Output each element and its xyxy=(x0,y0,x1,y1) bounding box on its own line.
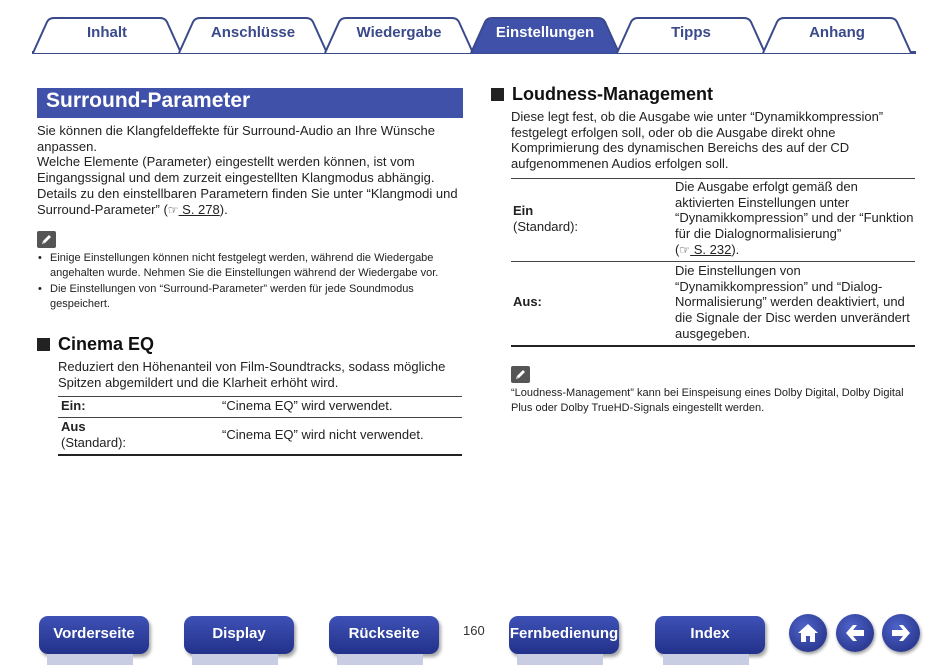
tab-anschlüsse[interactable] xyxy=(178,17,328,52)
nav-button-index[interactable] xyxy=(655,616,765,654)
table-key xyxy=(61,398,86,414)
nav-button-shadow xyxy=(337,654,423,665)
intro-line-text: ). xyxy=(219,201,228,217)
forward-arrow-icon[interactable] xyxy=(882,614,920,652)
nav-button-label: Fernbedienung xyxy=(509,625,619,642)
table-bottom-rule xyxy=(511,345,915,347)
table-key-sub: (Standard): xyxy=(513,218,579,234)
loudness-note xyxy=(511,386,921,416)
intro-paragraph xyxy=(37,123,467,218)
table-key xyxy=(513,203,578,234)
table-value-line: “Dynamikkompression” und der “Funktion xyxy=(675,210,914,226)
table-bottom-rule xyxy=(58,454,462,456)
description-line: Diese legt fest, ob die Ausgabe wie unter “Dynamikkompression” xyxy=(511,109,884,124)
note-pencil-icon xyxy=(37,231,56,248)
table-value xyxy=(675,263,920,342)
tab-tipps[interactable] xyxy=(616,17,766,52)
table-value: “Cinema EQ” wird nicht verwendet. xyxy=(222,427,424,442)
nav-button-vorderseite[interactable] xyxy=(39,616,149,654)
nav-button-shadow xyxy=(663,654,749,665)
table-value-line xyxy=(675,242,920,259)
note-line: Plus oder Dolby TrueHD-Signals eingestellt werden. xyxy=(511,402,765,414)
nav-button-fernbedienung[interactable] xyxy=(509,616,619,654)
table-value-line: für die Dialognormalisierung” xyxy=(675,226,842,242)
description-line: Komprimierung des dynamischen Bereichs des auf der CD xyxy=(511,140,850,156)
table-value-line: ausgegeben. xyxy=(675,325,751,341)
nav-button-label: Display xyxy=(212,625,266,642)
table-key-text: Aus xyxy=(61,419,86,434)
table-value-line: Die Einstellungen von xyxy=(675,263,801,278)
intro-line: Welche Elemente (Parameter) eingestellt werden können, ist vom xyxy=(37,154,415,170)
page-reference-number: S. 278 xyxy=(178,201,220,217)
description-line: festgelegt erfolgen soll, oder ob die Ausgabe direkt ohne xyxy=(511,124,836,140)
table-key xyxy=(61,419,126,450)
table-value-line: die Signale der Disc werden unverändert xyxy=(675,310,910,326)
page-reference-number: S. 232 xyxy=(690,241,732,257)
note-line: angehalten wurde. Nehmen Sie die Einstellungen während der Wiedergabe vor. xyxy=(50,267,439,279)
nav-button-rückseite[interactable] xyxy=(329,616,439,654)
description-line: aufgenommenen Audios erfolgen soll. xyxy=(511,156,729,172)
page-reference-link[interactable] xyxy=(679,242,731,257)
table-value-text: ). xyxy=(731,241,740,257)
table-value: “Cinema EQ” wird verwendet. xyxy=(222,398,393,413)
nav-button-shadow xyxy=(47,654,133,665)
tab-label: Einstellungen xyxy=(495,24,595,41)
note-line: “Loudness-Management” kann bei Einspeisung eines Dolby Digital, Dolby Digital xyxy=(511,387,904,399)
table-rule xyxy=(511,261,915,262)
tab-wiedergabe[interactable] xyxy=(324,17,474,52)
table-key-text: Ein xyxy=(513,203,534,218)
page-reference-link[interactable] xyxy=(168,202,220,217)
tab-label: Tipps xyxy=(671,24,711,41)
loudness-description xyxy=(511,109,921,172)
nav-button-shadow xyxy=(517,654,603,665)
tab-einstellungen[interactable] xyxy=(470,17,620,52)
pointing-hand-icon: ☞ xyxy=(679,242,691,257)
cinema-eq-description xyxy=(58,359,468,390)
tab-label: Wiedergabe xyxy=(356,24,442,41)
note-line: • Die Einstellungen von “Surround-Parameter” werden für jede Soundmodus xyxy=(50,283,414,295)
nav-button-label: Vorderseite xyxy=(53,625,135,642)
section-title-text: Cinema EQ xyxy=(58,334,155,354)
tab-label: Anhang xyxy=(809,24,865,41)
note-line: • Einige Einstellungen können nicht festgelegt werden, während die Wiedergabe xyxy=(50,252,434,264)
table-value-line: Die Ausgabe erfolgt gemäß den xyxy=(675,179,858,194)
note-line: gespeichert. xyxy=(50,298,110,310)
section-title-cinema-eq xyxy=(37,334,154,355)
page-number: 160 xyxy=(463,623,485,638)
section-square-icon xyxy=(491,88,504,101)
tab-label: Anschlüsse xyxy=(210,24,296,41)
pointing-hand-icon: ☞ xyxy=(167,202,179,217)
intro-line: Sie können die Klangfeldeffekte für Surround-Audio an Ihre Wünsche xyxy=(37,123,435,138)
section-title-loudness-management xyxy=(491,84,713,105)
note-item xyxy=(37,251,467,281)
description-line: Reduziert den Höhenanteil von Film-Soundtracks, sodass mögliche xyxy=(58,359,446,374)
intro-line xyxy=(37,202,467,219)
page-title: Surround-Parameter xyxy=(46,89,251,112)
home-icon[interactable] xyxy=(789,614,827,652)
table-rule xyxy=(58,417,462,418)
intro-line: anpassen. xyxy=(37,138,97,154)
tab-inhalt[interactable] xyxy=(32,17,182,52)
tab-anhang[interactable] xyxy=(762,17,912,52)
table-rule xyxy=(58,396,462,397)
note-item xyxy=(37,282,467,312)
section-title-text: Loudness-Management xyxy=(512,84,714,104)
table-value-line: “Dynamikkompression” und “Dialog- xyxy=(675,278,883,294)
back-arrow-icon[interactable] xyxy=(836,614,874,652)
note-list xyxy=(37,251,467,313)
tab-bar xyxy=(32,17,916,55)
table-key-text: Aus: xyxy=(513,294,542,309)
page-title-bar xyxy=(37,88,463,118)
table-value-text: ( xyxy=(675,241,680,257)
nav-button-label: Index xyxy=(690,625,730,642)
nav-button-display[interactable] xyxy=(184,616,294,654)
nav-button-shadow xyxy=(192,654,278,665)
table-value-line: Normalisierung” werden deaktiviert, und xyxy=(675,294,905,310)
table-value xyxy=(675,179,920,259)
table-value-line: aktivierten Einstellungen unter xyxy=(675,194,850,210)
intro-line: Details zu den einstellbaren Parametern finden Sie unter “Klangmodi und xyxy=(37,185,458,201)
nav-button-label: Rückseite xyxy=(348,625,420,642)
intro-line: Eingangssignal und dem zurzeit eingestellten Klangmodus abhängig. xyxy=(37,170,435,186)
note-pencil-icon xyxy=(511,366,530,383)
table-key-text: Ein: xyxy=(61,398,86,413)
table-key xyxy=(513,294,542,310)
description-line: Spitzen abgemildert und die Klarheit erhöht wird. xyxy=(58,374,339,390)
tab-label: Inhalt xyxy=(87,24,127,41)
intro-line-text: Surround-Parameter” ( xyxy=(37,201,168,217)
section-square-icon xyxy=(37,338,50,351)
table-key-sub: (Standard): xyxy=(61,434,127,450)
